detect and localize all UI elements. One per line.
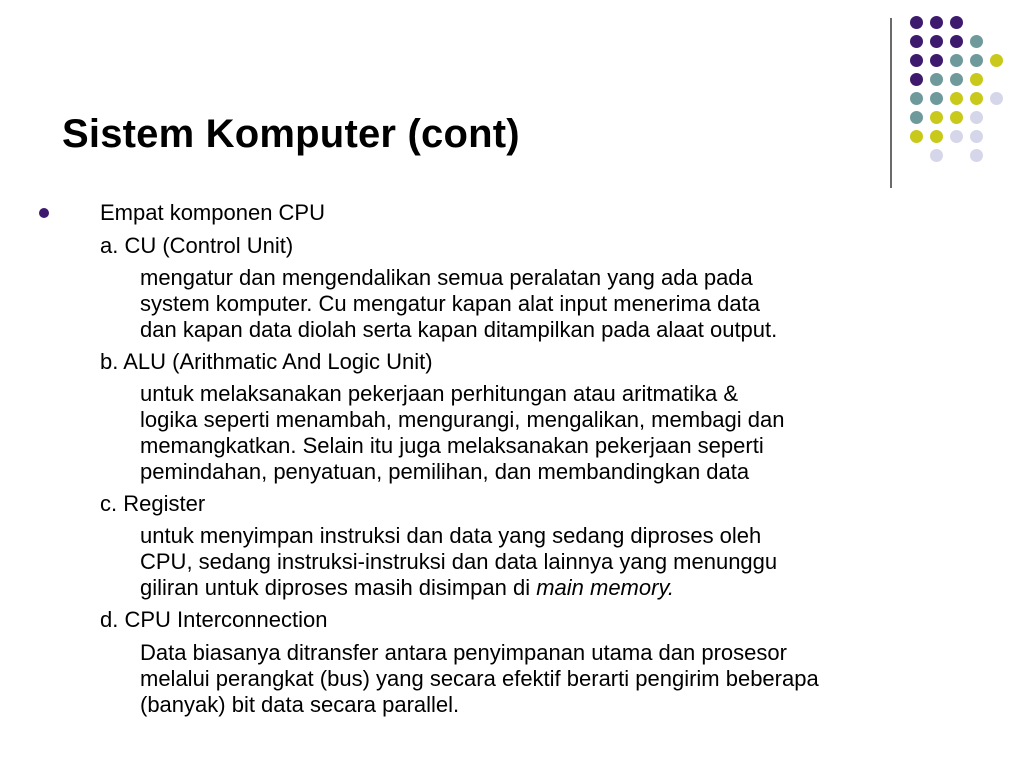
decorative-dot <box>970 92 983 105</box>
decorative-dot <box>990 92 1003 105</box>
item-text-line: untuk menyimpan instruksi dan data yang sedang diproses oleh <box>140 523 762 548</box>
item-heading-cu: a. CU (Control Unit) <box>100 233 294 258</box>
decorative-dot-grid <box>0 0 1024 200</box>
decorative-dot <box>970 35 983 48</box>
decorative-dot <box>930 92 943 105</box>
decorative-dot <box>950 111 963 124</box>
decorative-dot <box>930 16 943 29</box>
decorative-dot <box>910 16 923 29</box>
decorative-dot <box>950 73 963 86</box>
slide-title: Sistem Komputer (cont) <box>62 112 520 156</box>
decorative-dot <box>910 35 923 48</box>
item-text-line: untuk melaksanakan pekerjaan perhitungan atau aritmatika & <box>140 381 739 406</box>
italic-term-main-memory: main memory. <box>536 575 674 600</box>
decorative-dot <box>910 111 923 124</box>
decorative-dot <box>910 54 923 67</box>
decorative-dot <box>930 54 943 67</box>
item-text-line: melalui perangkat (bus) yang secara efektif berarti pengirim beberapa <box>140 666 819 691</box>
item-text-line: (banyak) bit data secara parallel. <box>140 692 460 717</box>
decorative-dot <box>930 130 943 143</box>
decorative-dot <box>950 16 963 29</box>
decorative-dot <box>970 111 983 124</box>
decorative-dot <box>930 149 943 162</box>
decorative-dot <box>950 54 963 67</box>
decorative-dot <box>970 149 983 162</box>
decorative-dot <box>910 130 923 143</box>
item-text-line: logika seperti menambah, mengurangi, mengalikan, membagi dan <box>140 407 785 432</box>
vertical-divider <box>890 18 892 188</box>
item-text-line: dan kapan data diolah serta kapan ditampilkan pada alaat output. <box>140 317 778 342</box>
decorative-dot <box>970 73 983 86</box>
decorative-dot <box>990 54 1003 67</box>
item-text-line <box>140 575 674 601</box>
bullet-text: Empat komponen CPU <box>100 200 325 225</box>
item-heading-alu: b. ALU (Arithmatic And Logic Unit) <box>100 349 433 374</box>
decorative-dot <box>930 73 943 86</box>
decorative-dot <box>910 92 923 105</box>
item-text-line: system komputer. Cu mengatur kapan alat input menerima data <box>140 291 760 316</box>
item-text-line: pemindahan, penyatuan, pemilihan, dan membandingkan data <box>140 459 750 484</box>
decorative-dot <box>930 35 943 48</box>
decorative-dot <box>950 35 963 48</box>
decorative-dot <box>950 92 963 105</box>
item-text-line: memangkatkan. Selain itu juga melaksanakan pekerjaan seperti <box>140 433 764 458</box>
item-heading-interconnection: d. CPU Interconnection <box>100 607 328 632</box>
bullet-dot-icon <box>39 208 49 218</box>
decorative-dot <box>970 54 983 67</box>
decorative-dot <box>950 130 963 143</box>
decorative-dot <box>970 130 983 143</box>
item-text-line: mengatur dan mengendalikan semua peralatan yang ada pada <box>140 265 753 290</box>
item-text-segment: giliran untuk diproses masih disimpan di <box>140 575 537 600</box>
decorative-dot <box>910 73 923 86</box>
decorative-dot <box>930 111 943 124</box>
item-text-line: CPU, sedang instruksi-instruksi dan data lainnya yang menunggu <box>140 549 778 574</box>
item-text-line: Data biasanya ditransfer antara penyimpanan utama dan prosesor <box>140 640 787 665</box>
item-heading-register: c. Register <box>100 491 206 516</box>
